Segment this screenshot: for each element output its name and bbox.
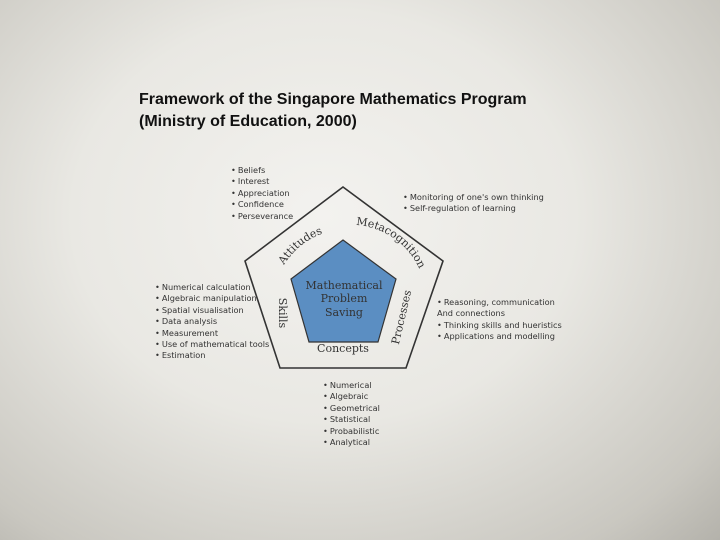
list-item: • Analytical bbox=[323, 437, 380, 448]
list-item: • Spatial visualisation bbox=[155, 305, 269, 316]
list-item: • Monitoring of one's own thinking bbox=[403, 192, 544, 203]
title-line-2: (Ministry of Education, 2000) bbox=[139, 113, 357, 130]
metacognition-list bbox=[403, 192, 544, 215]
list-item: • Appreciation bbox=[231, 188, 293, 199]
side-label-metacognition: Metacognition bbox=[355, 214, 429, 271]
center-line-1: Mathematical bbox=[305, 279, 383, 292]
skills-list bbox=[155, 282, 269, 362]
list-item: • Measurement bbox=[155, 328, 269, 339]
list-item: • Estimation bbox=[155, 350, 269, 361]
center-line-3: Saving bbox=[325, 306, 363, 319]
list-item: • Interest bbox=[231, 176, 293, 187]
list-item: • Perseverance bbox=[231, 211, 293, 222]
list-item: • Use of mathematical tools bbox=[155, 339, 269, 350]
list-item: • Algebraic bbox=[323, 391, 380, 402]
list-item: • Self-regulation of learning bbox=[403, 203, 544, 214]
processes-list bbox=[437, 297, 562, 343]
side-label-attitudes: Attitudes bbox=[275, 224, 324, 267]
concepts-list bbox=[323, 380, 380, 448]
list-item: • Algebraic manipulation bbox=[155, 293, 269, 304]
side-label-concepts: Concepts bbox=[317, 342, 369, 355]
list-item: • Beliefs bbox=[231, 165, 293, 176]
list-item: • Reasoning, communication bbox=[437, 297, 562, 308]
center-line-2: Problem bbox=[320, 292, 368, 305]
list-item: • Numerical bbox=[323, 380, 380, 391]
list-item: And connections bbox=[437, 308, 505, 319]
list-item: • Data analysis bbox=[155, 316, 269, 327]
list-item: • Probabilistic bbox=[323, 426, 380, 437]
list-item: • Thinking skills and hueristics bbox=[437, 320, 562, 331]
title-line-1: Framework of the Singapore Mathematics Program bbox=[139, 91, 527, 108]
list-item: • Confidence bbox=[231, 199, 293, 210]
list-item: • Statistical bbox=[323, 414, 380, 425]
list-item: • Applications and modelling bbox=[437, 331, 562, 342]
side-label-processes: Processes bbox=[389, 288, 415, 346]
attitudes-list bbox=[231, 165, 293, 222]
side-label-skills: Skills bbox=[276, 297, 289, 329]
list-item: • Numerical calculation bbox=[155, 282, 269, 293]
list-item: • Geometrical bbox=[323, 403, 380, 414]
